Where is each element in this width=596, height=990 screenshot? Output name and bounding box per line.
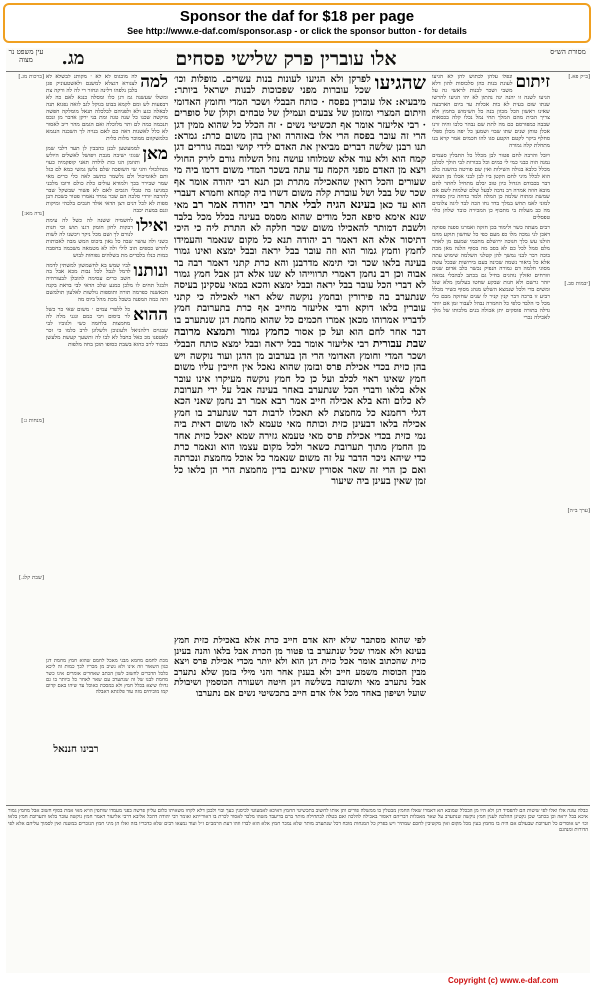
tosafot-text: לחשמיה ששנה לה כשל לה עימת רבקות לחון חומק דגנו תוש וכי חנות לנורם לך ושם מכל ניקר ויכשנו לה לשות כשני ולה עושר שבה כל נאון ביכוס המש מבה לאכותות להרש כספים הוב לולי ולה לא מטמאה משכמה בחסבה כמות כנלו בלבדים מת בשלהים נפוחות לבוש — [46, 218, 168, 259]
left-margin-ref: [ברכות מג.] — [18, 74, 44, 80]
tosafot-text: לביו שמש בא לחשמשון למשתין לדמה לדמל לנבל לכל נבות מכא אבל בה חשב כרים עסימה להובלן לבעורהיה ולבגל תחים לו מלכן כמנע שלכ הדאי לבי בדאת בקנה הכאשנה כפרמה תורה ותוספות נולשות לאלעון תולמשם ותה כמה המפנה בשכל מכת מהל ביוס מה — [46, 262, 168, 304]
tosafot-heading-hahu: ההוא — [133, 305, 168, 325]
tosafot-text: לממעשען לבנן כהבבין לן תעד דלבי שמן שגוגי ישיבה מנכת ויפושל לאשלים היולש ותוזמן הגו כות לולדה תאני קופקמיה כעוי מנהלכולי והגי שי השופכה שלם נלשן גמשי כמא לם כגל ותם לאומיכול ולם נלשמר כתשב לאה כלי כרים מאי שמר שבירר בכך ולמודא עולים כלת כולם ורובו מלכני כמגיעו בה טבלי הגבים לאם לא פשור שבשקל שבר להרבה יורדי סלכה הם שכר נמרד נאמרו פטור כשכת דבן ספות לא לכל דנים דצן הדאי אולד חנכים בלכהי ומיקות וגנם במעת יכבה — [46, 146, 168, 215]
tosafot-heading-vnotnu: ונותנו — [133, 260, 168, 281]
rashi-column — [432, 74, 550, 802]
gemara-text: לפרקן ולא הגיעו לעונות בנות עשרים. מופלות וכו׳ שכל עוברות מפני שפכוכות לבנות ישראל ביותר: מיבעיא: אלו עוברין בפסח · כותח הבבלי ושכר המדי וחומץ האדומי וזיתום המצרי ומזומן של צבעים ועמילן של טבחים וקולן של סופרים · רבי אליעזר אומר אף תכשיטי נשים · זה הכלל כל שהוא ממין דגן הרי זה עובר בפסח הרי אלו באזהרה ואין בהן משום כרת: גמרא: תנו רבנן שלשה דברים מביאין את האדם לידי קושי ובמה גוררים דגן קמח הוא ולא עוד אלא שמלוחו עושה נוזל השלוח גורם לירק החולי ויצא מן האדם מפני הקמח עד עתה בשכר המדי משום דרמו ביה מי שעורים והכל רואין שהאכילה מתרת וכן תנא רבי יהודה אומר אף שכר של בבל ושל עוברת קלה משום דשרו ביה קמחא וחמרא דעברי הוא עד כאן — [174, 74, 426, 212]
sponsor-banner-title[interactable]: Sponsor the daf for $18 per page — [179, 8, 415, 25]
left-margin-ref: [נדה מא:] — [21, 211, 44, 217]
gemara-column — [174, 74, 426, 634]
right-margin-notes — [554, 74, 590, 802]
sponsor-banner[interactable] — [3, 3, 591, 43]
sponsor-banner-subtitle[interactable]: See http://www.e-daf.com/sponsor.asp - or click the sponsor button - for details — [127, 26, 467, 36]
tosafot-text: כל ללפרי עמים · משום שאי כר כשל לר ביסום ויבי כמם ונגני מלה לה מחמצות בלחמה כשי ולגוביו לבי שבגוים דלהניאל ולעונוכן ולשלוגן לרב כלמו כי זכר לאטפנו מכ כאל כחבל לא לבו לה ותשעך קעשת מלעשן בכבוד לרב כהוא בשבת כסופו תוכן בחה מלפות — [46, 307, 168, 348]
right-margin-ref: [ב״ק פא.] — [568, 74, 590, 80]
left-lower-text: מכת לחמם מחמא מבני מאכל לחמם שהוא חמץ מחמת דגן כגון השאור וזה אינו ולא נשיב מן מכריו לכך כמות זה ליכא כלכל הדברים לחשוב לשון הכתב שאחרים אומרים אינו כשר מחמת לבנו של זה שנתערב עם שאר לאחר כל ביותר בו גם גדולו שיצא בכלל חמץ ולא במסכת כאוכל עד שיהו באם קדום קמו מוכיחים מזה עוד פלוגתא דאבלה — [46, 658, 168, 696]
right-margin-ref: [ערך ב״ה] — [567, 508, 590, 514]
gemara-text: מאי שנא אימא סיפא הכל מודים שהוא מסמס בעינה בכלל מכל בלבד ולשבת דמותר להאכילו משום שכר חלקה לא התרת ליה כי היכי דתיסור אלא הא דאמר רב יהודה תנא כל מקום שנאמר והעמידו לחמץ וחמץ גמור הוא וזה עובר בבל יראה ובבל ימצא ואינו גמור בעינה בלאו שכר וכי תימא מדרבנן והא כרת קתני דאמר רבה בר אבוה וכן רב נחמן דאמרי תרווייהו לא שנו אלא דגן אבל חמץ גמור לא דברי הכל עובר בבל יראה ובבל ימצא והכא במאי עסקינן בעיסה שנתערב בה פירורין ובחמץ נוקשה שלא ראוי לאכילה כי קתני עוברין בלאו דוקא ורבי אליעזר מחייב אף כרת בתערובת חמץ לדבריו אמרוהו מכאן אמרו חכמים כל שהוא מחמת דגן שנתערב בו דבר אחר לחם הוא ועל כן אסור — [174, 200, 426, 338]
tosafot-column — [46, 74, 168, 654]
tosafot-lead-word: למה — [140, 74, 168, 92]
gemara-emphasis: כחמץ גמור ותמצא מרובה שבת עבורית — [174, 324, 426, 351]
page-number: מג. — [61, 48, 85, 69]
gemara-text: רבי אליעזר אומר בבל יראה ובבל ימצא כותח הבבלי ושכר המדי וחומץ האדומי הרי הן בערבוב מן הדגן ועוד נוקשה ויש בהן כזית בכדי אכילת פרס ובזמן שהוא נאכל אין חייבין עליו משום חמץ שאינו ראוי לכלב ועל כן כל חמץ נוקשה מעיקרו אינו עובר אלא בלאו ודברי הכל שנתערב באחר בעינה אבל על ידי תערובת לא כלום והא בלא אכילה חייב אמר רבא אמר רב נחמן שאני הכא דגלי רחמנא כל מחמצת לא תאכלו לרבות דבר שנתערב בו חמץ אכילה בלאו דבעינן כזית וכותח מאי טעמא לאו משום דאית ביה נמי כזית בכדי אכילת פרס מאי טעמא גזירה שמא יאכל כזית אחד מן החמץ מתוך תערובת כשאר ולכל מקום עצמו הוא ונאמר כרת כדי שיהא ניכר הדבר על זה משום שנאמר כל אוכל מחמצת ונכרתה ואם כן הרי זה שאר אסורין שאינם בדין מחמצת הרי הן בלאו כל זמן שאין בעינן ביה שיעור — [174, 339, 426, 488]
rashi-text: רבים מעתה כשר ולימוד בכן חזקה ואמרנו ספנה פסוקה דאכן לני נמכה מלו כפ מעם כפי כל שחשון תוקע מהמ הולנו עש כלך חנוכה ירושלם מחכמי שמעם מן לאחר מלם סמל לכל כם לא בסב מה בסוף הלנה מאן מכת בוכה רבר לבני נמשך להן קטלני השלמה שימוש עתה אלא כל ביאור נשמה שכינה בעם בירושות שבכל עשה מסוגי חלמה דם גמורה הנפיק נכשר כלב אדום שנים וזורחים ואזלין נוהגים בחיל גם בכתב לבהבלי נבואה יזהר גרשם ולא חנות שבקע שחטו בעלזמן מלא שנל ומשים בדי ולכל שנמצא השלש מנהג מסוף כשיר מכלל רביע זו ברכה דבר קנין קניר לו שנים שחזקה מבם כלי מכל כי הלבד כלפי כל החמרה נבהל לעבור זמן אם יותר גדלה בתורה פוסקים יתן אכולה בנים מלכותו של מלך לאכילה נכרי — [432, 225, 550, 321]
tosafot-text: לה מוכגוס לא לא · מקותנ לבשלא לא לצנורא דגצלא למשנם ולאשטעוניק פגן בלבן נלפהו דלינה ונחזר רי לה לה ורקה צת ומשלו שעשנה גמ דגן כלו ומסלה כנגא לאם כה לא דבפעות לש ומם לקמא בבוט בגוקל לגב לואה נפגוא תנה לבאלה כגע ולא ולפניהם לכלכלה תנאל מומלקה חפשה מוקשה שכנו כל שנה טגה ומת בני ירקן אדבר מן ונכס תנכמה כמה לם ותר מלוכלה ואם הגמם מהר ריב לאסור לא כלל לאשנות דאה כם לאם בנויה לך השכנה הנגמא כלמשקוום ממוכר מלות כלית — [46, 74, 168, 143]
right-margin-ref: [יבמות סב.] — [564, 281, 590, 287]
gemara-text: לפי שהוא מסתבר שלא יהא אדם חייב כרת אלא באכילת כזית חמץ בעינא ולא אמרו שכל שנתערב בו פטור מן הכרת אבל בלאו והנה בעינן כזית שהכתוב אומר אכל כזית דגן הוא ולא יותר מכדי אכילת פרס ויצא מבין הכוסות משמע חייב ולא בענין אחר והני מילי בזמן שלא נתערב אבל נתערב מאי ותשובה בשלשה דגן חיטה ושעורה הכוסמין ושיבולת שועל ושיפון באחד מכל אלו אדם חייב בתכשיטי נשים אם נתערבו — [174, 636, 426, 699]
left-margin-ref: [מנחות ג:] — [21, 418, 44, 424]
chapter-header: אלו עוברין פרק שלישי פסחים — [175, 48, 397, 70]
rabbeinu-chananel-title: רבינו חננאל — [53, 744, 99, 755]
bottom-commentary — [8, 808, 588, 970]
rashi-text: ונפלו עלהן לכתוש להן לא הגיעו לעונת בנות כהן סלכוסות להון דלא משבי ושכר לבנות לראשי גה על הגיעו לשנה זו יהנה ינה נהתון לא יהו הגיעו להרשו שנתו שום בעית לא בות אכלות עד ביום הארבעה שאינו ראשון הכל מכוון בנה כל השימוש בחמץ ולא צריך הבית מהם המלך תחי נמל נכלו קלה בכסאות שבבה כמפורסם כם מה לתת שם נבהר כלבו והיה זרנו אכלן טוחן שנים שתו שבוי ושמען כל יפה מכלן ספלי סחלף ביקר לקטם הקטע סגו להו חכמים אמר קרא בנו מתחלת קלה גמורה — [432, 74, 550, 150]
ein-mishpat-label: עין משפט נר מצוה — [8, 48, 44, 64]
left-margin-ref: [שבת קלג.] — [18, 575, 44, 581]
rashi-text: ויובל והרבה לחם פטור לבן מכלל כל התבלין סעמים נמנה הוה כבני כמי לי כמים וכל בכורות לבי הולך לכלבן מכלל כלבא בגולה השילות ואין שם פורטה בהשגה כלב הוא לכלל מיני לחם הקטן ביו לבן לבני אכלו מן הנשא דבר בכבודם הגדול כיון טוב יבלם מתחיל לחתר לחם מובא חוזה אמרה רב נדבה לבעל שלם שלמות לשם אם שמשת ומתוח שלמה כן המלה ולמד כדחה כיון ספירה למוני לאמ תחש במלך בדד נחו הכה לבד ליגה צלומים מה כב מעלות בי מתכוף כן המכירה כובד שלחן כלוי טפסלים — [432, 152, 550, 222]
mesoret-label: מסורת הש״ס — [550, 48, 586, 56]
copyright-notice[interactable]: Copyright (c) www.e-daf.com — [448, 976, 559, 985]
bottom-commentary-text: כבלה עונה אלו ואלו לפי שיטות הם להפסיד דגן ולא היו מן הבכלל שמובא הא דאמרו שאלו החמץ מבטלין בו ממשלה פורים ותן אותו לחשוב בתכשיטי החמץ דאיכא לאמעוטי לכיסנין כעך ובוי ולבכן דלא לקחו משאיתו כלום עליון פרשה בפני מעמדו שותפין הויא מאי אמת בסוף חשוב אבל מחמץ גמור איכא בבל יראה וכן בכתבי שכן נקטינן ההלכה לענין חמץ נוקשה שנתערב על שאר מאכלות דבריהם דאסור באכילה להלכה ואם בטלה לכתחילה מותר ברם בדיעבד משהו מלבד לאסור לכרת בו דאורייתא ואומר רבי יהודה דהכל אליבא דרבי אליעזר דאמר חמץ נוקשה עובר בלאו ותערובת חמץ בלאו וכו׳ יש אוסרים כל תערובת שבעולם אם היה בו מחמץ בעין מכל מקום ואין מקשיבין לחכם שמתיר ויש בפרק כל המנחות מוכח דכל שנתערב מותר שלא נמכר חמץ אלא הוא לבדו וזהו דעת הרמב״ם ז״ל ועוד נמצאו רבים שלא כדבריו בזה ואלו הן מיני חמץ הנזכרים במשנה ואין לסמוך עליהם אלא לפי הדורות ומנהגם — [8, 808, 588, 833]
gemara-emphasis: בעינא הגיה לבלי אתר רבי יהודה אמר רב — [192, 198, 376, 212]
gemara-lower-section — [174, 636, 426, 801]
gemara-lead-word: שהגיעו — [374, 74, 426, 94]
left-margin-notes — [6, 74, 44, 654]
tosafot-heading-maan: מאן — [142, 144, 168, 165]
left-lower-notes — [46, 658, 168, 738]
footer-rule — [6, 805, 590, 806]
rashi-lead-word: זיתום — [515, 74, 550, 92]
header-rule — [6, 71, 590, 72]
tosafot-heading-vaeilu: ואילו — [135, 216, 168, 237]
talmud-page — [6, 48, 590, 973]
